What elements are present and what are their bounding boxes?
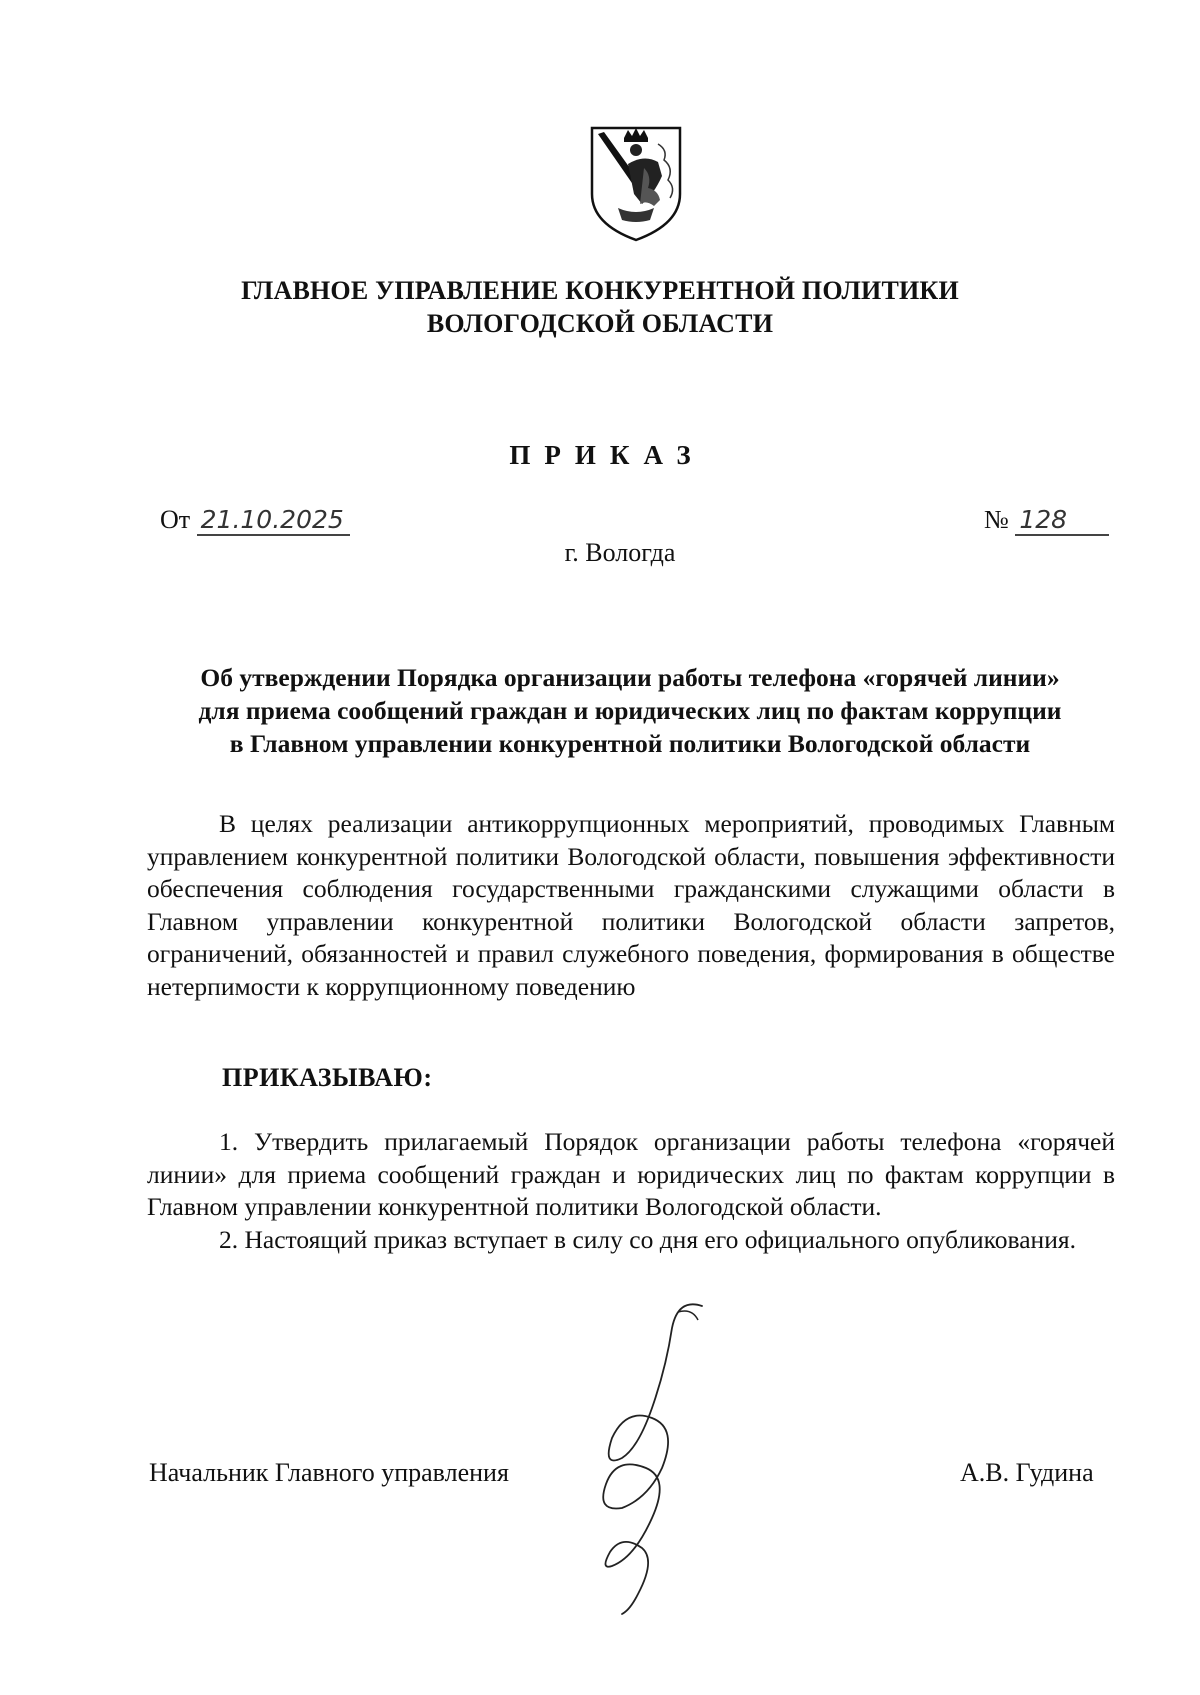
handwritten-date: 21.10.2025 [197,506,350,536]
handwritten-number: 128 [1015,506,1109,536]
signatory-name: А.В. Гудина [960,1458,1094,1487]
order-item: 2. Настоящий приказ вступает в силу со дня его официального опубликования. [219,1224,1076,1254]
date-row [160,505,350,536]
city: г. Вологда [564,538,676,567]
coat-of-arms-icon [588,124,684,244]
document-subject [140,661,1120,760]
subject-line: для приема сообщений граждан и юридических лиц по фактам коррупции [198,696,1062,725]
date-prefix: От [160,505,191,534]
number-row [984,505,1109,536]
order-items [147,1126,1115,1256]
order-item: 1. Утвердить прилагаемый Порядок организации работы телефона «горячей линии» для приема сообщений граждан и юридических лиц по фактам коррупции в Главном управлении конкурентной политики Вологодской области. [147,1127,1115,1222]
signatory-title: Начальник Главного управления [149,1458,509,1487]
subject-line: в Главном управлении конкурентной политики Вологодской области [229,729,1031,758]
number-prefix: № [984,505,1009,534]
organization-name-line2: ВОЛОГОДСКОЙ ОБЛАСТИ [426,309,774,338]
preamble-paragraph: В целях реализации антикоррупционных мероприятий, проводимых Главным управлением конкурентной политики Вологодской области, повышения эффективности обеспечения соблюдения государственными гражданскими служащими области в Главном управлении конкурентной политики Вологодской области запретов, ограничений, обязанностей и правил служебного поведения, формирования в обществе нетерпимости к коррупционному поведению [147,809,1115,1001]
order-word: ПРИКАЗЫВАЮ: [222,1063,433,1092]
organization-name-line1: ГЛАВНОЕ УПРАВЛЕНИЕ КОНКУРЕНТНОЙ ПОЛИТИКИ [241,276,959,305]
signature-icon [582,1298,722,1618]
subject-line: Об утверждении Порядка организации работы телефона «горячей линии» [200,663,1060,692]
preamble-block [147,808,1115,1004]
document-type-title: ПРИКАЗ [509,440,705,470]
